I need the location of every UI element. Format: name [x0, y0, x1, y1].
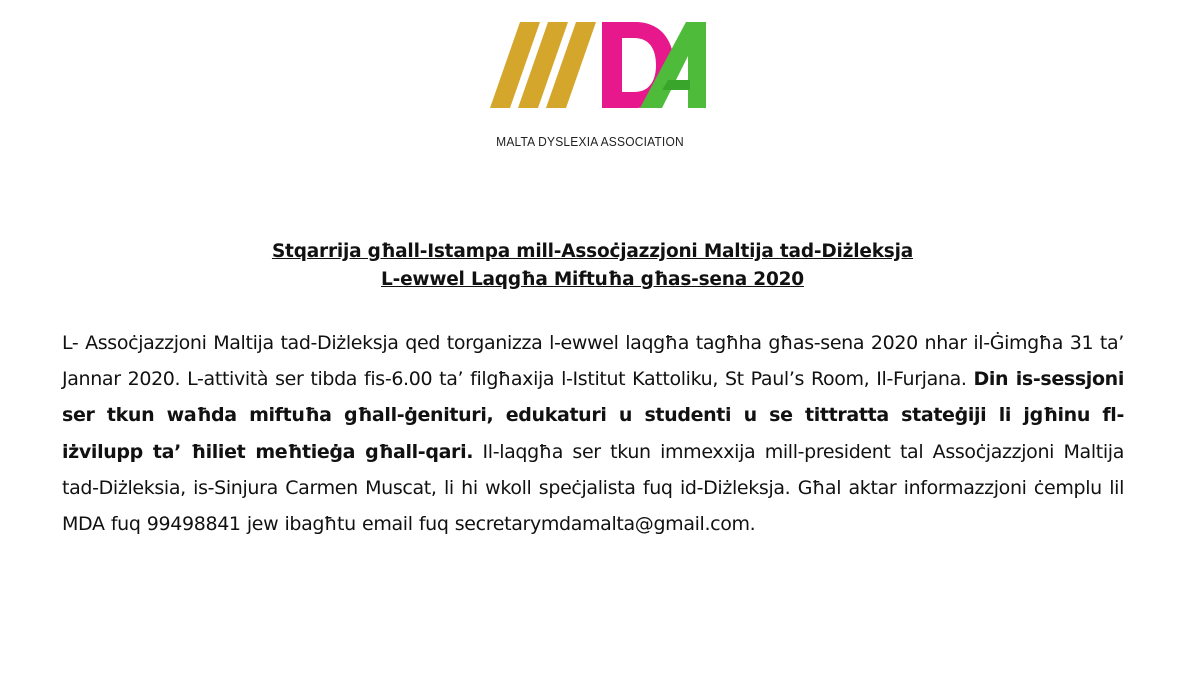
page-title: [0, 238, 1185, 294]
body-text-intro: L- Assoċjazzjoni Maltija tad-Diżleksja qed torganizza l-ewwel laqgħa tagħha għas-sena 2020 nhar il-Ġimgħa 31 ta’ Jannar 2020. L-attività ser tibda fis-6.00 ta’ filgħaxija l-Istitut Kattoliku, St Paul’s Room, Il-Furjana.: [62, 332, 1124, 391]
body-text-bold: Din is-sessjoni ser tkun waħda miftuħa għall-ġenituri, edukaturi u studenti u se tittratta stateġiji li jgħinu fl-iżvilupp ta’ ħiliet meħtieġa għall-qari.: [62, 368, 1124, 463]
mda-logo-mark: [490, 18, 720, 118]
body-text-closing: Il-laqgħa ser tkun immexxija mill-president tal Assoċjazzjoni Maltija tad-Diżleksia, is-Sinjura Carmen Muscat, li hi wkoll speċjalista fuq id-Diżleksja. Għal aktar informazzjoni ċemplu lil MDA fuq 99498841 jew ibagħtu email fuq secretarymdamalta@gmail.com.: [62, 440, 1124, 536]
title-line-2: L-ewwel Laqgħa Miftuħa għas-sena 2020: [381, 269, 804, 290]
title-line-1: Stqarrija għall-Istampa mill-Assoċjazzjoni Maltija tad-Diżleksja: [271, 241, 914, 262]
press-release-body: [62, 325, 1124, 542]
mda-logo: [490, 18, 720, 118]
logo-d-stem: [602, 22, 622, 108]
logo-caption: MALTA DYSLEXIA ASSOCIATION: [496, 135, 684, 149]
